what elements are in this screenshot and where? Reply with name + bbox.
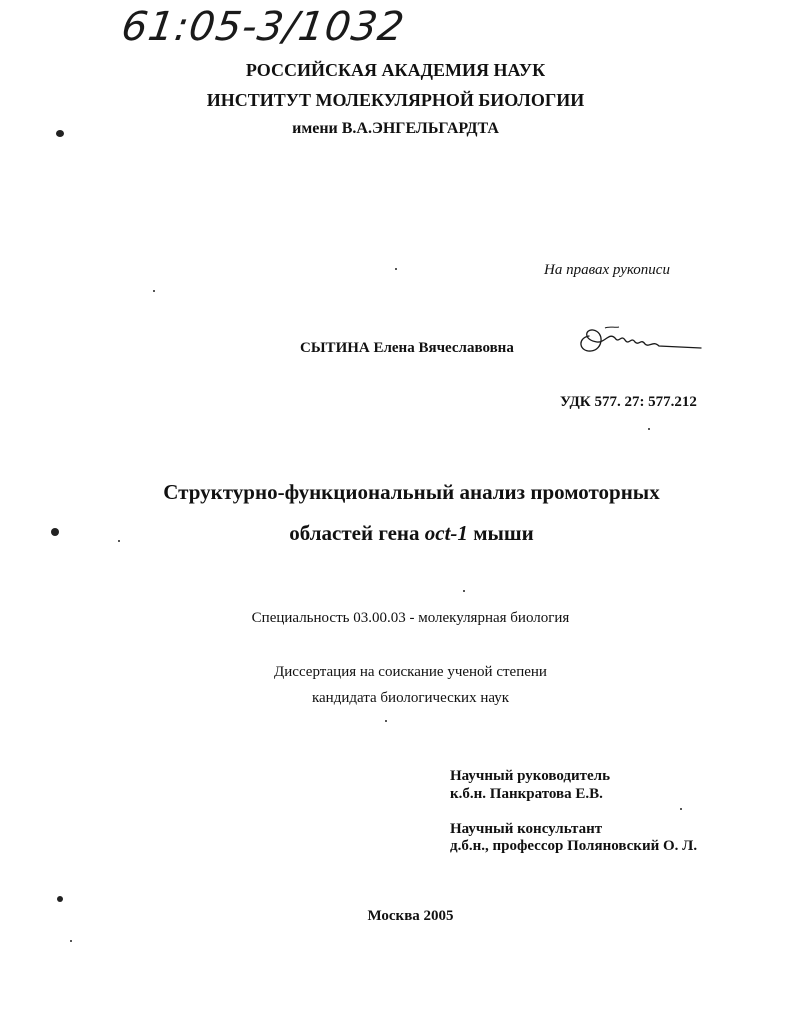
title-prefix: областей гена <box>289 521 425 545</box>
scan-speck <box>70 940 72 942</box>
header-line-1: РОССИЙСКАЯ АКАДЕМИЯ НАУК <box>245 60 546 80</box>
header-line-3: имени В.А.ЭНГЕЛЬГАРДТА <box>292 120 499 137</box>
rights-note: На правах рукописи <box>544 262 670 278</box>
gene-name: oct-1 <box>424 521 468 545</box>
signature-image <box>575 318 705 358</box>
scan-speck <box>648 428 650 430</box>
supervisor-role: Научный руководитель <box>450 768 610 784</box>
scan-speck <box>56 130 64 137</box>
consultant-name: д.б.н., профессор Поляновский О. Л. <box>450 838 698 854</box>
scan-speck <box>463 590 465 592</box>
scan-speck <box>153 290 155 292</box>
consultant-role: Научный консультант <box>450 821 603 837</box>
scan-speck <box>385 720 387 722</box>
scan-speck <box>395 268 397 270</box>
scan-speck <box>57 896 63 902</box>
header-line-2: ИНСТИТУТ МОЛЕКУЛЯРНОЙ БИОЛОГИИ <box>206 90 585 110</box>
specialty: Специальность 03.00.03 - молекулярная биология <box>251 610 570 626</box>
scan-speck <box>51 528 59 536</box>
author-name: СЫТИНА Елена Вячеславовна <box>300 340 514 356</box>
scan-speck <box>680 808 682 810</box>
scan-speck <box>118 540 120 542</box>
thesis-title-line-2 <box>16 521 791 546</box>
supervisor-name: к.б.н. Панкратова Е.В. <box>450 786 603 802</box>
udc-code: УДК 577. 27: 577.212 <box>560 394 697 410</box>
degree-line-2: кандидата биологических наук <box>311 690 510 706</box>
archive-code-handwritten: 61:05-3/1032 <box>118 4 408 50</box>
city-year: Москва 2005 <box>367 908 454 924</box>
degree-line-1: Диссертация на соискание ученой степени <box>274 664 547 680</box>
title-suffix: мыши <box>467 521 534 545</box>
thesis-title-line-1: Структурно-функциональный анализ промоторных <box>163 480 660 504</box>
